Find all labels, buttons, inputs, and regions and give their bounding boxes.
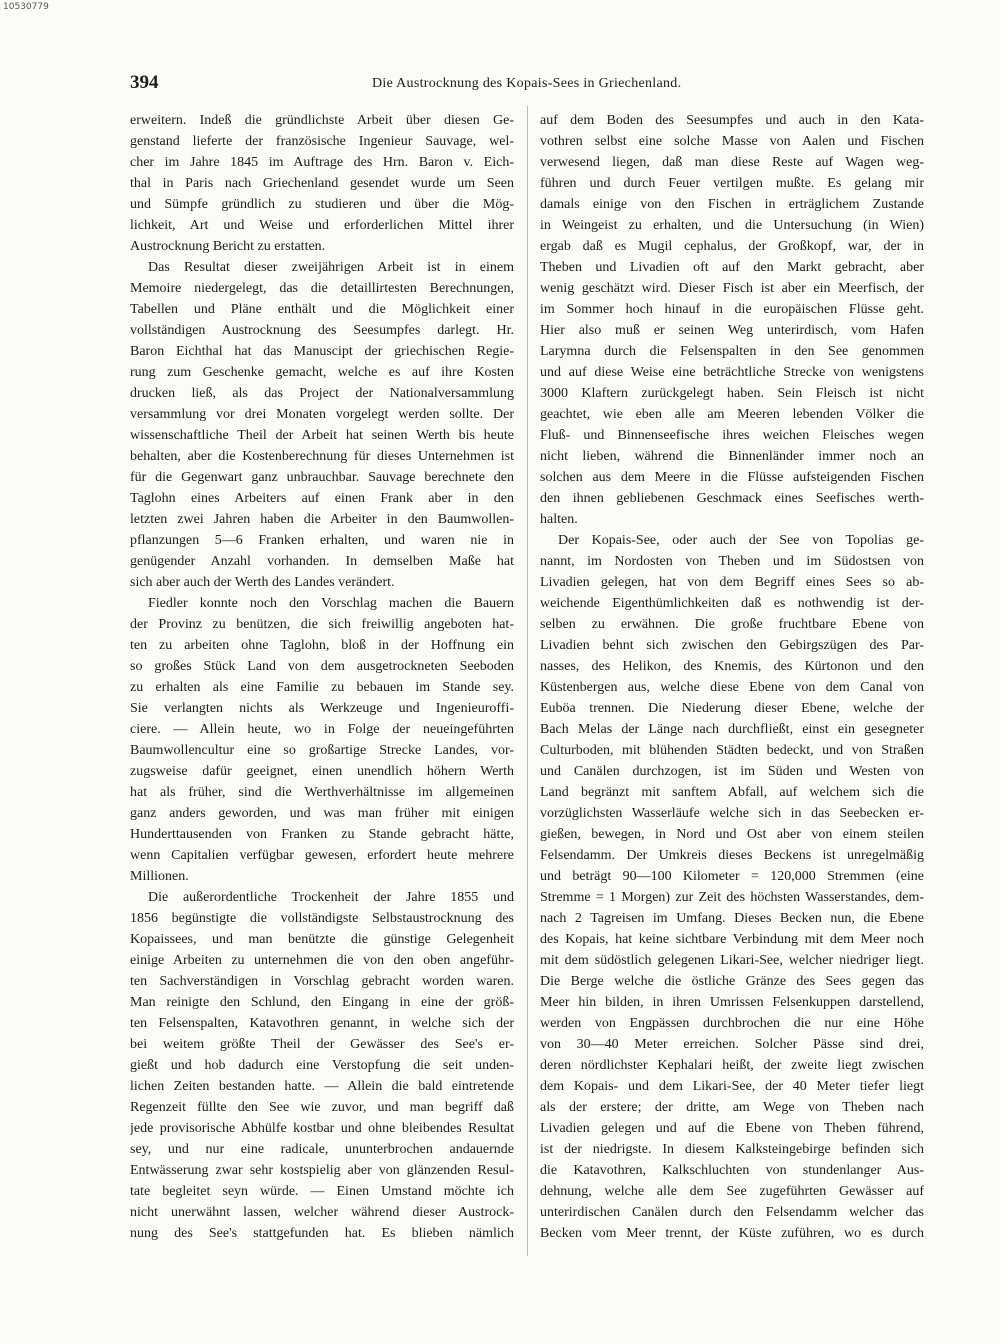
text-line: führen und durch Feuer vertilgen mußte. Es gelang mir [540,176,924,191]
text-line: gießen, bewegen, in Nord und Ost aber von einem steilen [540,827,924,842]
text-line: vothren selbst eine solche Masse von Aalen und Fischen [540,134,924,149]
text-line: rung zum Geschenke gemacht, welche es auf ihre Kosten [130,365,514,380]
text-line: ciere. — Allein heute, wo in Folge der neueingeführten [130,722,514,737]
text-line: und auf diese Weise eine beträchtliche Strecke von wenigstens [540,365,924,380]
text-line: Küstenbergen aus, welche diese Ebene von dem Canal von [540,680,924,695]
text-line: Hier also muß er seinen Weg unterirdisch, vom Hafen [540,323,924,338]
text-line: wissenschaftliche Theil der Arbeit hat seinen Werth bis heute [130,428,514,443]
text-line: solchen aus dem Meere in die Flüsse aufsteigenden Fischen [540,470,924,485]
text-line: Entwässerung zwar sehr kostspielig aber von glänzenden Resul- [130,1163,514,1178]
text-line: Livadien behnt sich zwischen den Gebirgszügen des Par- [540,638,924,653]
text-line: Taglohn eines Arbeiters auf einen Frank aber in den [130,491,514,506]
text-line: 1856 begünstigte die vollständigste Selbstaustrocknung des [130,911,514,926]
text-line: den ihnen gebliebenen Geschmack eines Seefisches werth- [540,491,924,506]
text-line: Stremme = 1 Morgen) zur Zeit des höchsten Wasserstandes, dem- [540,890,924,905]
text-line: halten. [540,512,578,527]
text-line: und beträgt 90—100 Kilometer = 120,000 Stremmen (eine [540,869,924,884]
text-line: Culturboden, mit blühenden Städten bedeckt, und von Straßen [540,743,924,758]
text-line: erweitern. Indeß die gründlichste Arbeit über diesen Ge- [130,113,514,128]
text-line: ergab daß es Mugil cephalus, der Großkopf, war, der in [540,239,924,254]
text-line: dem Kopais- und dem Likari-See, der 40 Meter tiefer liegt [540,1079,924,1094]
text-line: Fiedler konnte noch den Vorschlag machen die Bauern [148,596,514,611]
text-line: selben zu erwähnen. Die große fruchtbare Ebene von [540,617,924,632]
text-line: zu erhalten als eine Familie zu bebauen im Stande sey. [130,680,514,695]
scan-id-label: 10530779 [3,2,49,12]
text-line: nach 2 Tagreisen im Umfang. Dieses Becken nun, die Ebene [540,911,924,926]
text-line: tate begleitet seyn würde. — Einen Umstand möchte ich [130,1184,514,1199]
text-line: Tabellen und Pläne enthält und die Möglichkeit einer [130,302,514,317]
text-line: damals einige von den Fischen in erträglichem Zustande [540,197,924,212]
text-line: genstand lieferte der französische Ingenieur Sauvage, wel- [130,134,514,149]
text-line: Memoire niedergelegt, das die detaillirtesten Berechnungen, [130,281,514,296]
text-line: nicht lieben, während die Binnenländer immer noch an [540,449,924,464]
text-line: nung des See's stattgefunden hat. Es blieben nämlich [130,1226,514,1241]
text-line: Der Kopais-See, oder auch der See von Topolias ge- [558,533,924,548]
text-line: Livadien gelegen und auf die Ebene von Theben führend, [540,1121,924,1136]
text-line: Livadien gelegen, hat von dem Begriff eines Sees so ab- [540,575,924,590]
text-line: 3000 Klaftern zurückgelegt haben. Sein Fleisch ist nicht [540,386,924,401]
text-line: als der erstere; der dritte, am Wege von Theben nach [540,1100,924,1115]
text-line: weichende Eigenthümlichkeiten daß es nothwendig ist der- [540,596,924,611]
text-line: des Kopais, hat keine sichtbare Verbindung mit dem Meer noch [540,932,924,947]
text-line: in Weingeist zu erhalten, und die Untersuchung (in Wien) [540,218,924,233]
text-line: lichen Zeiten bestanden hatte. — Allein die bald eintretende [130,1079,514,1094]
text-line: hat als früher, sind die Werthverhältnisse im allgemeinen [130,785,514,800]
text-line: wenig geschätzt wird. Dieser Fisch ist aber ein Meerfisch, der [540,281,924,296]
text-line: der Provinz zu benützen, die sich freiwillig angeboten hat- [130,617,514,632]
text-line: Die außerordentliche Trockenheit der Jahre 1855 und [148,890,514,905]
text-line: zugsweise dafür geeignet, einen unendlich höhern Werth [130,764,514,779]
text-line: cher im Jahre 1845 im Auftrage des Hrn. Baron v. Eich- [130,155,514,170]
running-head: Die Austrocknung des Kopais-Sees in Griechenland. [372,76,682,91]
text-line: unterirdischen Canälen durch den Felsendamm welcher das [540,1205,924,1220]
text-line: ten Sachverständigen in Vorschlag gebracht worden waren. [130,974,514,989]
text-line: Baron Eichthal hat das Manuscipt der griechischen Regie- [130,344,514,359]
text-line: und Sümpfe gründlich zu studieren und über die Mög- [130,197,514,212]
text-line: letzten zwei Jahren haben die Arbeiter in den Baumwollen- [130,512,514,527]
text-line: jede provisorische Abhülfe kostbar und ohne bleibendes Resultat [130,1121,514,1136]
text-line: Larymna durch die Felsenspalten in den See genommen [540,344,924,359]
text-line: auf dem Boden des Seesumpfes und auch in den Kata- [540,113,924,128]
text-line: ten Felsenspalten, Katavothren genannt, in welche sich der [130,1016,514,1031]
column-divider [527,106,528,1256]
text-line: nannt, im Nordosten von Theben und im Südostsen von [540,554,924,569]
text-line: Theben und Livadien oft auf den Markt gebracht, aber [540,260,924,275]
text-line: so großes Stück Land von dem ausgetrockneten Seeboden [130,659,514,674]
text-line: ten zu arbeiten ohne Taglohn, bloß in der Hoffnung ein [130,638,514,653]
text-line: ganz anders geworden, und was man früher mit einigen [130,806,514,821]
text-line: Land begränzt mit sanftem Abfall, auf welchem sich die [540,785,924,800]
text-line: die Katavothren, Kalkschluchten von stundenlanger Aus- [540,1163,924,1178]
text-line: Man reinigte den Schlund, den Eingang in eine der größ- [130,995,514,1010]
text-line: mit dem südöstlich gelegenen Likari-See, welcher niedriger liegt. [540,953,924,968]
left-column [130,110,514,1244]
text-line: Baumwollencultur eine so großartige Strecke Landes, vor- [130,743,514,758]
text-line: dehnung, welche alle dem See zugeführten Gewässer auf [540,1184,924,1199]
text-line: vollständigen Austrocknung des Seesumpfes darlegt. Hr. [130,323,514,338]
text-line: Felsendamm. Der Umkreis dieses Beckens ist unregelmäßig [540,848,924,863]
text-line: von 30—40 Meter erreichen. Solcher Pässe sind drei, [540,1037,924,1052]
text-line: Regenzeit füllte den See wie zuvor, und man begriff daß [130,1100,514,1115]
text-line: genügender Anzahl vorhanden. In demselben Maße hat [130,554,514,569]
text-line: behalten, aber die Kostenberechnung für dieses Unternehmen ist [130,449,514,464]
text-line: und Canälen durchzogen, ist im Süden und Westen von [540,764,924,779]
text-line: Fluß- und Binnenseefische ihres weichen Fleisches wegen [540,428,924,443]
text-line: sey, und nur eine radicale, ununterbrochen andauernde [130,1142,514,1157]
text-line: Sie verlangten nichts als Werkzeuge und Ingenieuroffi- [130,701,514,716]
text-line: pflanzungen 5—6 Franken erhalten, und waren nie in [130,533,514,548]
text-line: gießt und hob dadurch eine Verstopfung die seit unden- [130,1058,514,1073]
text-line: wenn Capitalien verfügbar gewesen, erfordert heute mehrere [130,848,514,863]
text-line: für die Gegenwart ganz unbrauchbar. Sauvage berechnete den [130,470,514,485]
text-line: werden von Engpässen durchbrochen die nur eine Höhe [540,1016,924,1031]
text-line: versammlung vor drei Monaten vorgelegt werden sollte. Der [130,407,514,422]
text-line: Die Berge welche die östliche Gränze des Sees gegen das [540,974,924,989]
text-line: im Sommer hoch hinauf in die europäischen Flüsse geht. [540,302,924,317]
text-line: drucken ließ, als das Project der Nationalversammlung [130,386,514,401]
text-line: Bach Melas der Länge nach durchfließt, einst ein gesegneter [540,722,924,737]
text-line: Hunderttausenden von Franken zu Stande gebracht hätte, [130,827,514,842]
text-line: Becken vom Meer trennt, der Küste zuführen, wo es durch [540,1226,924,1241]
text-line: lichkeit, Art und Weise und erforderlichen Mittel ihrer [130,218,514,233]
text-line: sich aber auch der Werth des Landes verändert. [130,575,395,590]
text-line: Das Resultat dieser zweijährigen Arbeit ist in einem [148,260,514,275]
text-line: bei weitem größte Theil der Gewässer des See's er- [130,1037,514,1052]
text-line: Millionen. [130,869,189,884]
right-column [540,110,924,1244]
text-line: vorzüglichsten Wasserläufe welche sich in das Seebecken er- [540,806,924,821]
text-line: deren nördlichster Kephalari heißt, der zweite liegt zwischen [540,1058,924,1073]
text-line: einige Arbeiten zu unternehmen die von den oben angeführ- [130,953,514,968]
text-line: Kopaissees, und man benützte die günstige Gelegenheit [130,932,514,947]
text-line: nasses, des Helikon, des Knemis, des Kürtonon und den [540,659,924,674]
text-line: ist der niedrigste. In diesem Kalksteingebirge befinden sich [540,1142,924,1157]
text-line: nicht unerwähnt lassen, welcher während dieser Austrock- [130,1205,514,1220]
page-number: 394 [130,72,159,93]
text-line: verwesend liegen, daß man diese Reste auf Wagen weg- [540,155,924,170]
text-line: Euböa trennen. Die Niederung dieser Ebene, welche der [540,701,924,716]
text-line: geachtet, wie eben alle am Meeren lebenden Völker die [540,407,924,422]
text-line: thal in Paris nach Griechenland gesendet wurde um Seen [130,176,514,191]
text-line: Austrocknung Bericht zu erstatten. [130,239,326,254]
text-line: Meer hin bilden, in ihren Umrissen Felsenkuppen darstellend, [540,995,924,1010]
